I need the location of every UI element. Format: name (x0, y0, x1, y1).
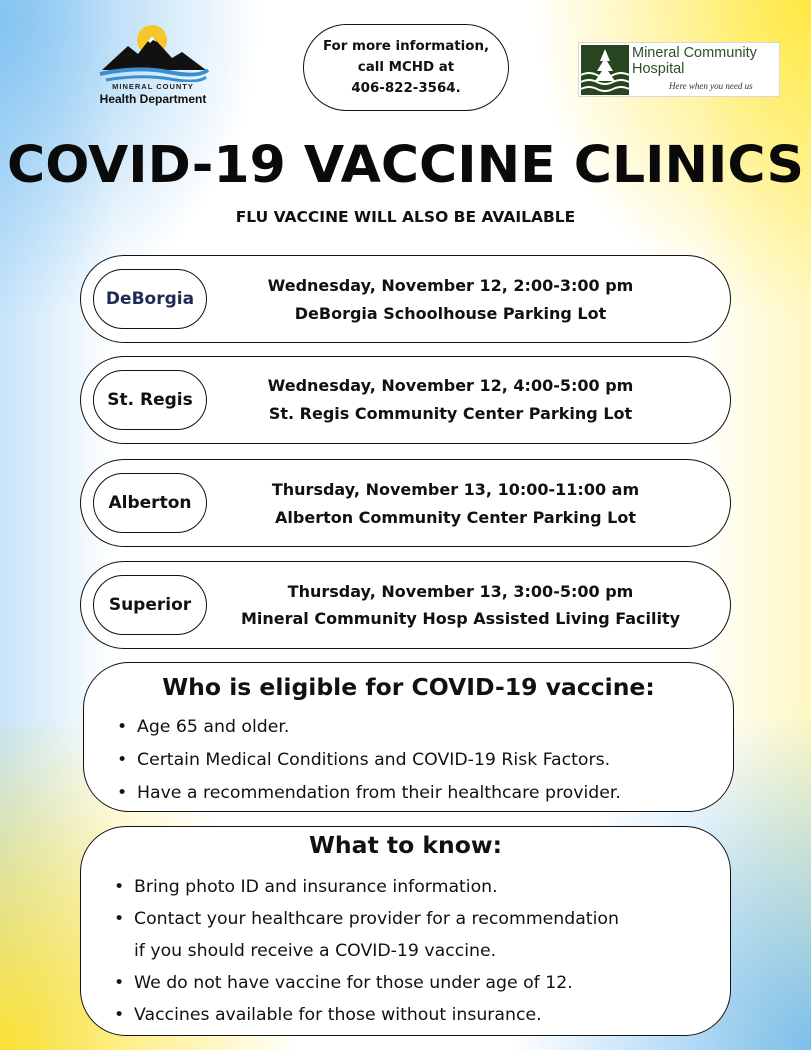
eligibility-panel (83, 662, 734, 812)
hospital-name-line-2: Hospital (632, 61, 685, 77)
logo-big-text: Health Department (99, 92, 207, 106)
eligibility-heading: Who is eligible for COVID-19 vaccine: (162, 673, 655, 701)
what-to-know-panel (80, 826, 731, 1036)
clinic-card-st-regis (80, 356, 731, 444)
clinic-location: Alberton Community Center Parking Lot (275, 508, 636, 527)
list-item: • Vaccines available for those without insurance. (114, 999, 619, 1031)
clinic-date-time: Thursday, November 13, 10:00-11:00 am (271, 480, 640, 499)
health-department-logo (78, 20, 228, 115)
list-item: • Contact your healthcare provider for a recommendation (114, 903, 619, 935)
tree-waves-icon (581, 45, 629, 95)
clinic-location: DeBorgia Schoolhouse Parking Lot (294, 304, 607, 323)
logo-small-text: MINERAL COUNTY (112, 82, 194, 91)
list-item-continuation: if you should receive a COVID-19 vaccine. (134, 941, 497, 961)
clinic-town-badge: Superior (93, 575, 207, 635)
page-title: COVID-19 VACCINE CLINICS (7, 136, 804, 195)
list-item: • We do not have vaccine for those under age of 12. (114, 967, 619, 999)
clinic-location: Mineral Community Hosp Assisted Living Facility (240, 609, 681, 628)
page-subtitle: FLU VACCINE WILL ALSO BE AVAILABLE (235, 208, 576, 226)
hospital-name (632, 45, 757, 77)
clinic-card-alberton (80, 459, 731, 547)
contact-line-1: For more information, (322, 39, 490, 54)
clinic-card-superior (80, 561, 731, 649)
clinic-date-time: Thursday, November 13, 3:00-5:00 pm (287, 582, 634, 601)
eligibility-list (117, 711, 621, 810)
what-to-know-list (114, 871, 619, 1031)
what-to-know-heading: What to know: (308, 831, 503, 859)
list-item: • Have a recommendation from their healthcare provider. (117, 777, 621, 810)
clinic-date-time: Wednesday, November 12, 2:00-3:00 pm (267, 276, 634, 295)
clinic-town-badge: St. Regis (93, 370, 207, 430)
contact-line-2: call MCHD at (357, 60, 455, 75)
mountain-sun-icon (98, 24, 210, 82)
hospital-name-line-1: Mineral Community (632, 45, 757, 61)
list-item: • Certain Medical Conditions and COVID-19 Risk Factors. (117, 744, 621, 777)
list-item: • Bring photo ID and insurance information. (114, 871, 619, 903)
clinic-date-time: Wednesday, November 12, 4:00-5:00 pm (267, 376, 634, 395)
clinic-location: St. Regis Community Center Parking Lot (268, 404, 633, 423)
clinic-town-badge: Alberton (93, 473, 207, 533)
contact-info-box (303, 24, 509, 111)
list-item: • Age 65 and older. (117, 711, 621, 744)
hospital-tagline: Here when you need us (669, 81, 753, 91)
contact-phone: 406-822-3564. (351, 81, 461, 96)
hospital-logo (578, 42, 780, 97)
clinic-town-badge: DeBorgia (93, 269, 207, 329)
clinic-card-deborgia (80, 255, 731, 343)
